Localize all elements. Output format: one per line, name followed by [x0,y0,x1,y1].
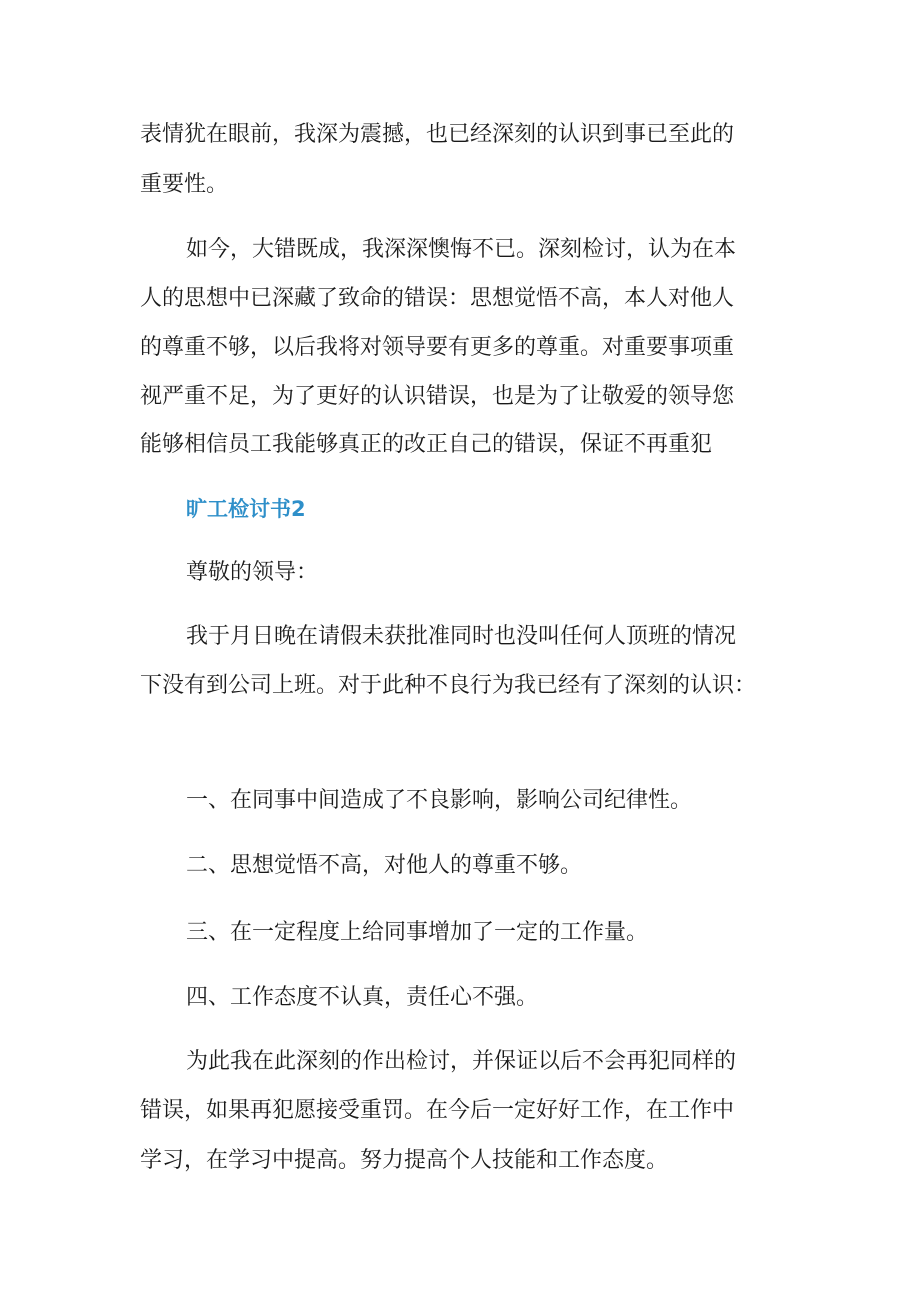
paragraph-line: 的尊重不够，以后我将对领导要有更多的尊重。对重要事项重 [140,335,735,360]
list-item: 二、思想觉悟不高，对他人的尊重不够。 [186,853,583,878]
paragraph-line: 人的思想中已深藏了致命的错误：思想觉悟不高，本人对他人 [140,286,735,311]
paragraph-line: 视严重不足，为了更好的认识错误，也是为了让敬爱的领导您 [140,384,735,409]
paragraph-line: 我于月日晚在请假未获批准同时也没叫任何人顶班的情况 [186,624,737,649]
paragraph-line: 下没有到公司上班。对于此种不良行为我已经有了深刻的认识： [140,673,757,698]
paragraph-line: 表情犹在眼前，我深为震撼，也已经深刻的认识到事已至此的 [140,122,735,147]
paragraph-line: 能够相信员工我能够真正的改正自己的错误，保证不再重犯 [140,432,713,457]
section-heading: 旷工检讨书2 [186,497,306,521]
paragraph-line: 重要性。 [140,172,229,197]
paragraph-line: 错误，如果再犯愿接受重罚。在今后一定好好工作，在工作中 [140,1098,735,1123]
list-item: 三、在一定程度上给同事增加了一定的工作量。 [186,920,649,945]
list-item: 一、在同事中间造成了不良影响，影响公司纪律性。 [186,788,693,813]
salutation: 尊敬的领导： [186,560,319,585]
list-item: 四、工作态度不认真，责任心不强。 [186,985,539,1010]
paragraph-line: 为此我在此深刻的作出检讨，并保证以后不会再犯同样的 [186,1049,737,1074]
paragraph-line: 如今，大错既成，我深深懊悔不已。深刻检讨，认为在本 [186,237,737,262]
paragraph-line: 学习，在学习中提高。努力提高个人技能和工作态度。 [140,1148,669,1173]
